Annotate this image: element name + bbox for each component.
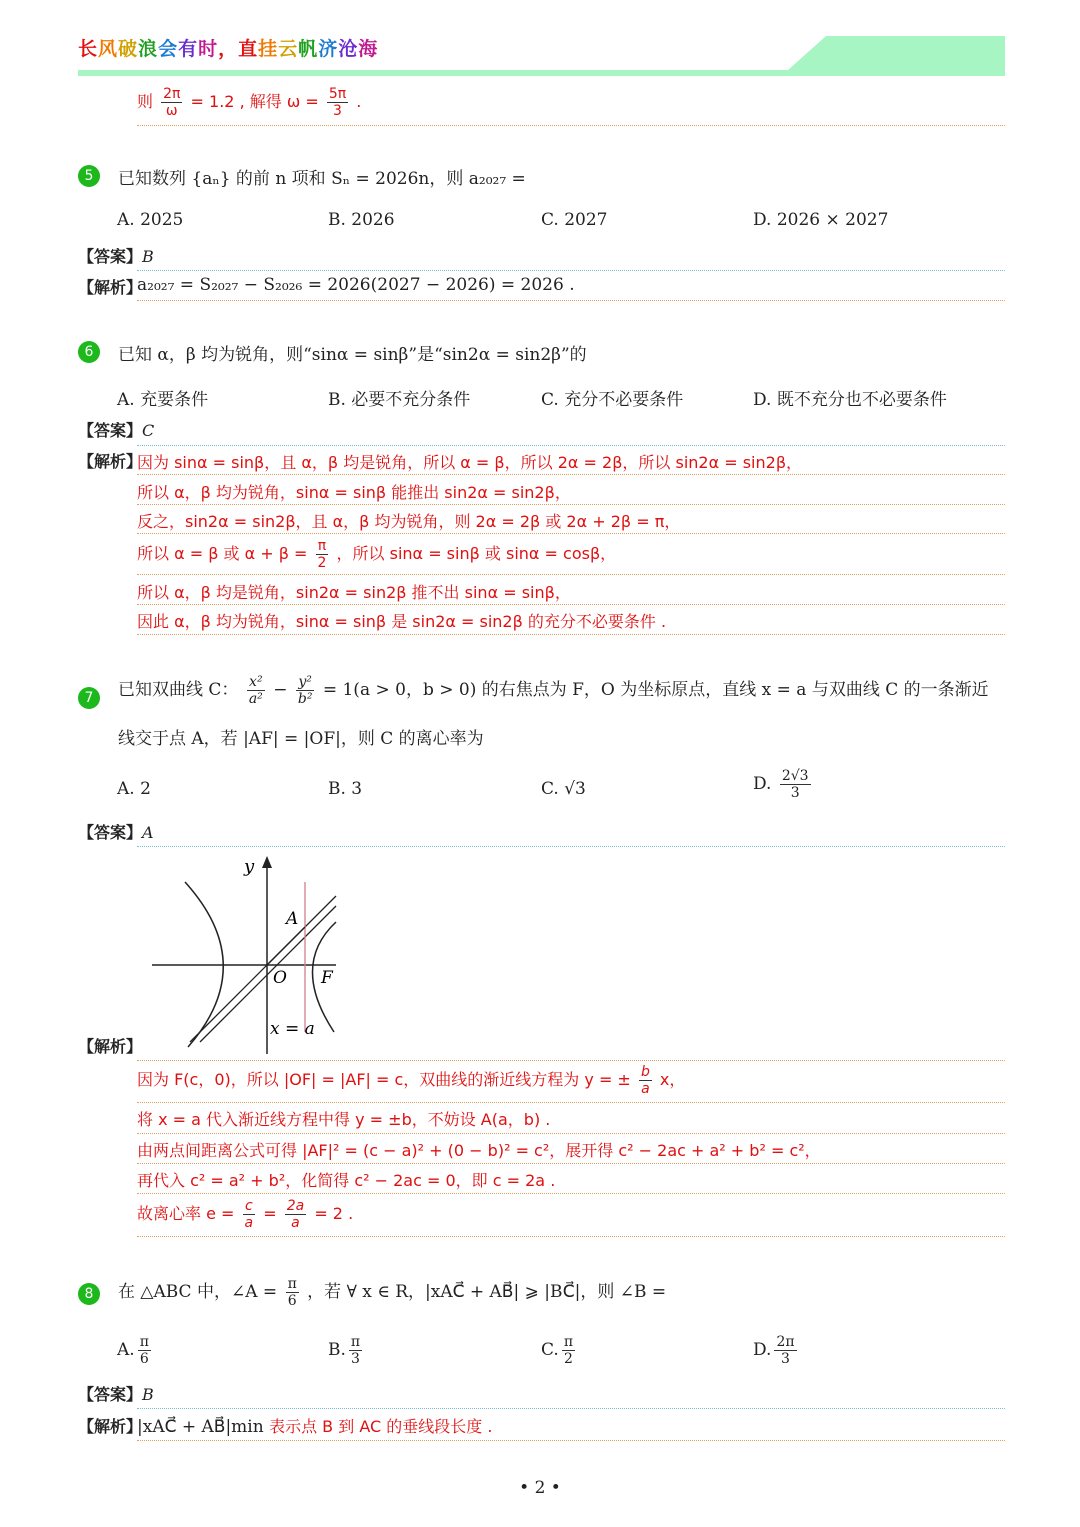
answer-value: C: [142, 421, 155, 440]
frac-num: x²: [247, 674, 265, 691]
answer-value: A: [142, 823, 154, 842]
frac-den: 6: [287, 1293, 297, 1309]
q5-analysis: a₂₀₂₇ = S₂₀₂₇ − S₂₀₂₆ = 2026(2027 − 2026) = 2026 .: [137, 275, 575, 295]
q5-answer: [78, 244, 154, 267]
q5-option-c: C. 2027: [541, 210, 608, 230]
q7-analysis-line-2: 将 x = a 代入渐近线方程中得 y = ±b，不妨设 A(a，b) .: [137, 1110, 551, 1129]
frac-num: 2π: [776, 1334, 795, 1350]
q7-analysis-line-1: [137, 1064, 685, 1097]
prev-frac-2: [327, 86, 348, 119]
question-7-stem-line-2: 线交于点 A，若 |AF| = |OF|，则 C 的离心率为: [118, 729, 484, 749]
q7-line1-frac: [639, 1064, 652, 1097]
q7-line5-b: = 2 .: [314, 1204, 354, 1223]
motto-char: 浪: [138, 38, 159, 60]
divider: [137, 1440, 1005, 1441]
divider: [137, 125, 1005, 126]
q8-analysis-label: 【解析】: [78, 1417, 143, 1436]
frac-num: y²: [296, 674, 315, 691]
q8-stem-frac: [286, 1276, 299, 1309]
frac-num: 5π: [328, 86, 347, 102]
prev-frac-1: [161, 86, 182, 119]
question-8-stem: [118, 1276, 666, 1309]
frac-den: ω: [165, 103, 178, 119]
q8-analysis-math: |xAC⃗ + AB⃗|min: [137, 1417, 264, 1437]
frac-num: c: [243, 1198, 256, 1215]
answer-label: 【答案】: [78, 1385, 143, 1404]
divider: [137, 1133, 1005, 1134]
option-label: D.: [753, 1340, 772, 1360]
q7-option-a: A. 2: [117, 779, 151, 799]
option-label: C.: [541, 1340, 559, 1360]
divider: [137, 1163, 1005, 1164]
divider: [137, 270, 1005, 271]
frac-num: 2π: [163, 86, 181, 102]
frac-num: b: [640, 1064, 650, 1080]
frac-num: π: [316, 538, 329, 555]
frac-den: a: [641, 1081, 650, 1097]
q6-analysis-line-1: 因为 sinα = sinβ，且 α，β 均是锐角，所以 α = β，所以 2α = 2β，所以 sin2α = sin2β，: [137, 453, 803, 472]
q7-analysis-line-3: 由两点间距离公式可得 |AF|² = (c − a)² + (0 − b)² = c²，展开得 c² − 2ac + a² + b² = c²，: [137, 1141, 821, 1160]
q7-option-d: [753, 768, 814, 801]
y-axis-arrow: [262, 856, 272, 868]
q7-option-c: C. √3: [541, 779, 586, 799]
q6-answer: [78, 418, 154, 441]
segment-oa: [267, 927, 305, 965]
q7-option-d-frac: [780, 768, 811, 801]
q7-line5-a: 故离心率 e =: [137, 1204, 235, 1223]
question-6-number: 6: [78, 341, 100, 363]
q7-stem-b: = 1(a > 0，b > 0) 的右焦点为 F，O 为坐标原点，直线 x = a 与双曲线 C 的一条渐近: [322, 680, 989, 700]
header-bar-decoration: [78, 70, 1005, 76]
frac-den: 6: [139, 1351, 149, 1367]
frac-den: 2: [563, 1351, 573, 1367]
q5-option-a: A. 2025: [117, 210, 184, 230]
divider: [137, 300, 1005, 301]
q8-stem-a: 在 △ABC 中，∠A =: [118, 1282, 278, 1302]
frac-den: a: [244, 1215, 254, 1231]
motto-char: 挂: [258, 38, 279, 60]
motto-char: 会: [158, 38, 179, 60]
q7-analysis-line-4: 再代入 c² = a² + b²，化简得 c² − 2ac = 0，即 c = 2a .: [137, 1171, 556, 1190]
frac-num: π: [139, 1334, 149, 1350]
q6-analysis-line-4: [137, 538, 616, 571]
q7-line1-a: 因为 F(c，0)，所以 |OF| = |AF| = c，双曲线的渐近线方程为 y = ±: [137, 1070, 631, 1089]
q7-frac-x: [247, 674, 265, 707]
frac-num: 2√3: [781, 768, 809, 784]
frac-num: π: [350, 1334, 361, 1350]
frac-num: π: [287, 1276, 297, 1292]
q6-line4-a: 所以 α = β 或 α + β =: [137, 544, 308, 563]
label-x-equals-a: x = a: [270, 1019, 315, 1039]
q6-line4-b: ，所以 sinα = sinβ 或 sinα = cosβ，: [336, 544, 617, 563]
q7-stem-a: 已知双曲线 C：: [118, 680, 239, 700]
q8-analysis-text: 表示点 B 到 AC 的垂线段长度 .: [269, 1417, 493, 1436]
page-number: • 2 •: [519, 1478, 561, 1498]
divider: [137, 574, 1005, 575]
frac-den: b²: [297, 691, 313, 707]
option-label: A.: [117, 1340, 135, 1360]
q7-answer: [78, 820, 154, 843]
q6-option-c: C. 充分不必要条件: [541, 390, 684, 410]
answer-value: B: [142, 247, 154, 266]
question-5-number: 5: [78, 165, 100, 187]
divider: [137, 604, 1005, 605]
question-5-stem: 已知数列 {aₙ} 的前 n 项和 Sₙ = 2026n，则 a₂₀₂₇ =: [118, 169, 526, 189]
divider: [137, 504, 1005, 505]
motto-char: 长: [78, 38, 99, 60]
prev-answer-line: [137, 86, 361, 119]
divider: [137, 1236, 1005, 1237]
q6-option-a: A. 充要条件: [117, 390, 209, 410]
q7-option-b: B. 3: [328, 779, 363, 799]
q6-option-b: B. 必要不充分条件: [328, 390, 471, 410]
q8-option-b: [328, 1334, 365, 1367]
frac-den: 3: [781, 1351, 790, 1367]
q5-option-d: D. 2026 × 2027: [753, 210, 889, 230]
divider: [137, 1193, 1005, 1194]
answer-label: 【答案】: [78, 247, 143, 266]
q5-option-b: B. 2026: [328, 210, 395, 230]
answer-label: 【答案】: [78, 421, 143, 440]
q8-stem-b: ，若 ∀ x ∈ R，|xAC⃗ + AB⃗| ⩾ |BC⃗|，则 ∠B =: [307, 1282, 667, 1302]
q7-line5-eq: =: [263, 1204, 277, 1223]
asymptote-2: [200, 906, 336, 1042]
label-o: O: [273, 968, 287, 988]
label-a: A: [286, 909, 299, 929]
frac-num: 2a: [286, 1198, 305, 1214]
option-frac: [562, 1334, 575, 1367]
q8-option-d: [753, 1334, 800, 1367]
q6-option-d: D. 既不充分也不必要条件: [753, 390, 947, 410]
motto-char: 云: [278, 38, 299, 60]
question-7-stem: [118, 674, 989, 707]
divider: [137, 533, 1005, 534]
q7-frac-y: [296, 674, 315, 707]
q7-line1-b: x，: [659, 1070, 686, 1089]
divider: [137, 846, 1005, 847]
option-frac: [349, 1334, 362, 1367]
question-6-stem: 已知 α，β 均为锐角，则“sinα = sinβ”是“sin2α = sin2β”的: [118, 345, 587, 365]
header-tab-decoration: [788, 36, 1005, 70]
frac-num: π: [563, 1334, 574, 1350]
q8-analysis: [137, 1414, 492, 1437]
q7-analysis-line-5: [137, 1198, 353, 1231]
label-f: F: [321, 968, 333, 988]
motto-char: 破: [118, 38, 139, 60]
q7-line5-frac-2: [285, 1198, 307, 1231]
answer-value: B: [142, 1385, 154, 1404]
divider: [137, 1060, 1005, 1061]
answer-label: 【答案】: [78, 823, 143, 842]
header-motto: [78, 34, 378, 61]
question-7-number: 7: [78, 687, 100, 709]
prev-text-b: = 1.2 , 解得 ω =: [190, 92, 319, 111]
divider: [137, 634, 1005, 635]
q8-option-a: [117, 1334, 154, 1367]
frac-den: a: [291, 1215, 300, 1231]
frac-den: a²: [248, 691, 263, 707]
prev-text-a: 则: [137, 92, 154, 111]
q6-analysis-line-6: 因此 α，β 均为锐角，sinα = sinβ 是 sin2α = sin2β 的充分不必要条件 .: [137, 612, 667, 631]
q6-analysis-line-2: 所以 α，β 均为锐角，sinα = sinβ 能推出 sin2α = sin2β，: [137, 483, 571, 502]
q7-minus: −: [273, 680, 288, 700]
option-frac: [774, 1334, 796, 1367]
motto-char: 沧: [338, 38, 359, 60]
prev-text-c: .: [356, 92, 362, 111]
motto-char: 直: [238, 38, 259, 60]
divider: [137, 1102, 1005, 1103]
q7-option-d-label: D.: [753, 774, 772, 794]
q6-analysis-label: 【解析】: [78, 452, 143, 471]
q6-analysis-line-5: 所以 α，β 均是锐角，sin2α = sin2β 推不出 sinα = sinβ，: [137, 583, 571, 602]
frac-den: 3: [333, 103, 342, 119]
option-frac: [138, 1334, 151, 1367]
motto-char: 有: [178, 38, 199, 60]
frac-den: 3: [790, 785, 800, 801]
divider: [137, 1408, 1005, 1409]
q6-analysis-line-3: 反之，sin2α = sin2β，且 α，β 均为锐角，则 2α = 2β 或 2α + 2β = π，: [137, 512, 681, 531]
q8-answer: [78, 1382, 154, 1405]
q8-option-c: [541, 1334, 578, 1367]
q5-analysis-label: 【解析】: [78, 278, 143, 297]
motto-char: 海: [358, 38, 379, 60]
motto-char: 时: [198, 38, 219, 60]
option-label: B.: [328, 1340, 346, 1360]
hyperbola-figure: [150, 852, 340, 1057]
q6-frac: [316, 538, 329, 571]
frac-den: 3: [351, 1351, 360, 1367]
q7-analysis-label: 【解析】: [78, 1037, 143, 1056]
divider: [137, 445, 1005, 446]
motto-char: 风: [98, 38, 119, 60]
motto-char: 帆: [298, 38, 319, 60]
label-y: y: [244, 856, 255, 877]
page-header: [0, 0, 1080, 82]
q7-line5-frac-1: [243, 1198, 256, 1231]
motto-char: ，: [218, 38, 239, 60]
motto-char: 济: [318, 38, 339, 60]
frac-den: 2: [317, 555, 327, 571]
divider: [137, 474, 1005, 475]
question-8-number: 8: [78, 1283, 100, 1305]
